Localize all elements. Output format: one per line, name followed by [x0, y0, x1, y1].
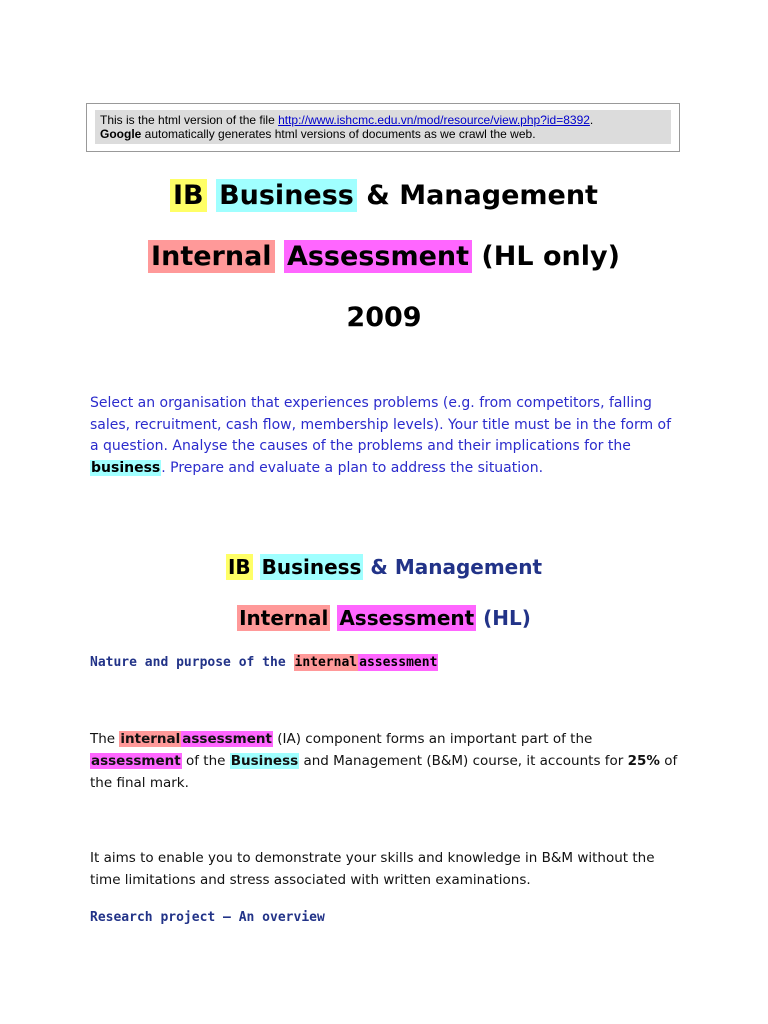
banner-line1-suffix: . [589, 113, 594, 127]
para1-assessment: assessment [182, 731, 272, 747]
para1-p5: of the final mark. [90, 753, 678, 791]
intro-highlight-business: business [91, 459, 161, 476]
subtitle-line2-rest: (HL) [476, 606, 531, 630]
title-line1-rest: & Management [356, 180, 598, 211]
nature-internal: internal [294, 655, 358, 670]
intro-paragraph [90, 393, 680, 479]
para1-internal: internal [120, 731, 181, 747]
para1-p2: (IA) component forms an important part of the [272, 731, 593, 747]
banner-line2-rest: automatically generates html versions of documents as we crawl the web. [141, 127, 536, 141]
para1-p1: The [90, 731, 120, 747]
para1-business: Business [230, 753, 299, 769]
intro-text-after: . Prepare and evaluate a plan to address the situation. [161, 459, 544, 476]
subtitle-line1-rest: & Management [363, 555, 543, 579]
title-ib: IB [170, 179, 207, 212]
subtitle-assessment: Assessment [339, 606, 475, 630]
source-file-link[interactable]: http://www.ishcmc.edu.vn/mod/resource/view.php?id=8392 [278, 113, 590, 127]
nature-prefix: Nature and purpose of the [90, 655, 294, 670]
research-heading: Research project – An overview [90, 910, 325, 925]
subtitle-business: Business [261, 555, 362, 579]
title-line-1 [0, 176, 768, 216]
aims-paragraph: It aims to enable you to demonstrate your skills and knowledge in B&M without the time limitations and stress associated with written examinations. [90, 850, 655, 888]
subtitle-line-1 [0, 552, 768, 582]
ia-component-paragraph [90, 728, 680, 794]
title-internal: Internal [148, 240, 275, 273]
para1-p4: and Management (B&M) course, it accounts for [299, 753, 628, 769]
banner-line1-prefix: This is the html version of the file [100, 113, 279, 127]
para1-assessment-2: assessment [91, 753, 181, 769]
title-line2-rest: (HL only) [472, 241, 620, 272]
nature-heading [90, 653, 438, 673]
subtitle-internal: Internal [239, 606, 329, 630]
title-year: 2009 [346, 302, 422, 333]
subtitle-ib: IB [227, 555, 251, 579]
subtitle-line-2 [0, 603, 768, 633]
cache-banner [86, 103, 680, 152]
para1-percent: 25% [627, 753, 660, 769]
intro-text-before: Select an organisation that experiences problems (e.g. from competitors, falling sales, recruitment, cash flow, membership levels). Your title must be in the form of a question. Analyse the causes of the problems and their implications for the [90, 395, 672, 454]
title-line-2 [0, 237, 768, 277]
nature-assessment: assessment [359, 655, 438, 670]
title-assessment: Assessment [284, 240, 472, 273]
banner-brand: Google [100, 127, 142, 141]
para1-p3: of the [181, 753, 230, 769]
cache-banner-inner [95, 110, 671, 144]
title-business: Business [216, 179, 357, 212]
